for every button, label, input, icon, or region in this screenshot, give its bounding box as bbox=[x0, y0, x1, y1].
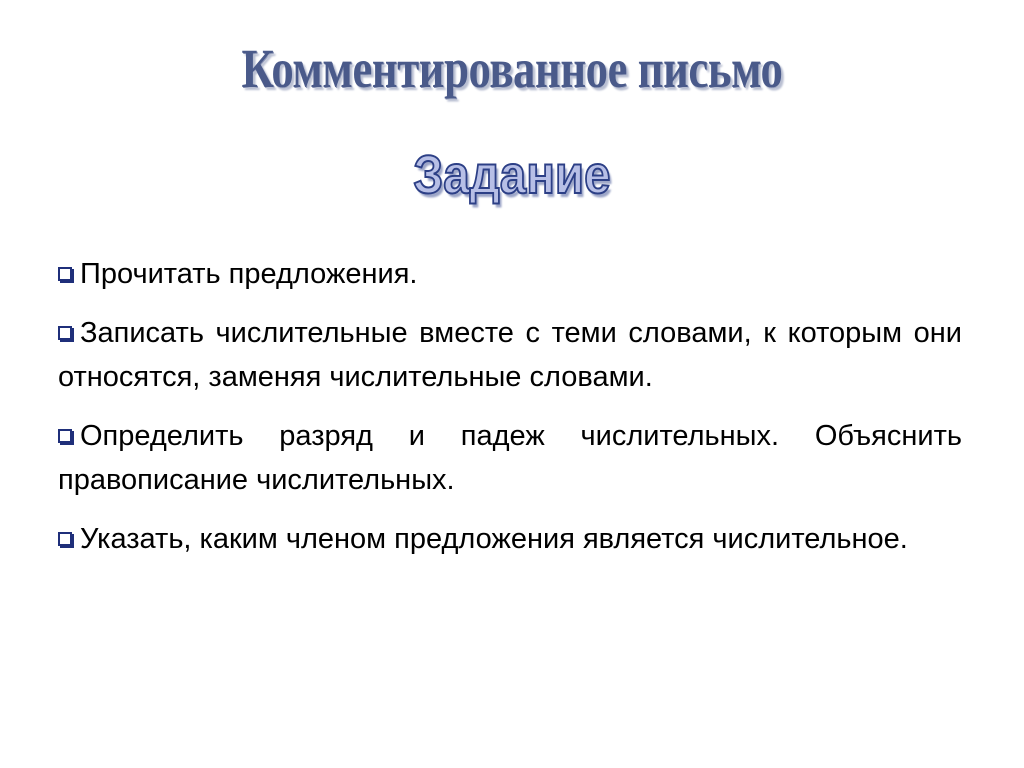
slide-subtitle: Задание bbox=[413, 145, 611, 205]
checkbox-square-icon bbox=[58, 532, 72, 546]
list-item bbox=[58, 414, 962, 502]
task-text: Записать числительные вместе с теми словами, к которым они относятся, заменяя числительные словами. bbox=[58, 317, 962, 393]
slide-title: Комментированное письмо bbox=[241, 39, 783, 100]
task-list bbox=[58, 252, 962, 576]
checkbox-square-icon bbox=[58, 429, 72, 443]
checkbox-square-icon bbox=[58, 326, 72, 340]
task-text: Указать, каким членом предложения является числительное. bbox=[80, 523, 908, 555]
task-text: Прочитать предложения. bbox=[80, 258, 418, 290]
list-item bbox=[58, 517, 962, 561]
checkbox-square-icon bbox=[58, 267, 72, 281]
list-item bbox=[58, 252, 962, 296]
task-text: Определить разряд и падеж числительных. Объяснить правописание числительных. bbox=[58, 420, 962, 496]
list-item bbox=[58, 311, 962, 399]
